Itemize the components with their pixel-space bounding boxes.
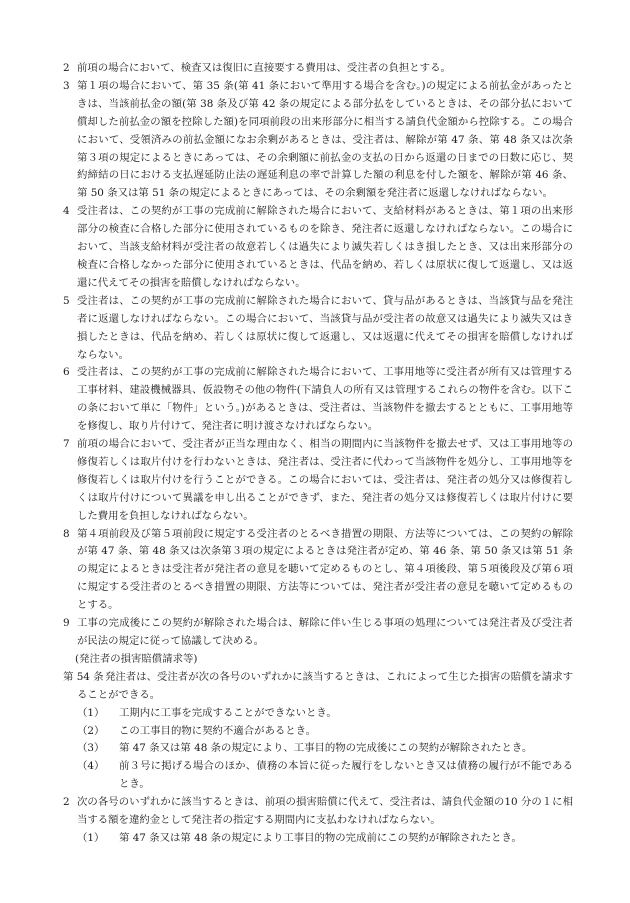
paragraph-text: 受注者は、この契約が工事の完成前に解除された場合において、工事用地等に受注者が所有又は管理する工事材料、建設機械器具、仮設物その他の物件(下請負人の所有又は管理するこれらの物件を含む。以下この条において単に「物件」という。)があるときは、受注者は、当該物件を撤去するとともに、工事用地等を修復し、取り片付けて、発注者に明け渡さなければならない。: [77, 366, 573, 433]
item-text: 第 47 条又は第 48 条の規定により工事目的物の完成前にこの契約が解除されたとき。: [119, 831, 522, 844]
paragraph-text: 工事の完成後にこの契約が解除された場合は、解除に伴い生じる事項の処理については発注者及び受注者が民法の規定に従って協議して決める。: [77, 617, 573, 647]
article-number: 第 54 条: [63, 670, 104, 683]
article-text: 発注者は、受注者が次の各号のいずれかに該当するときは、これによって生じた損害の賠償を請求することができる。: [77, 670, 573, 701]
article-53-paragraph-7: [63, 436, 573, 526]
paragraph-number: 4: [63, 205, 70, 218]
article-54-paragraph-2-item-1: [63, 830, 573, 848]
paragraph-number: 3: [63, 79, 70, 92]
article-53-paragraph-3: [63, 78, 573, 203]
article-54-item-1: [63, 705, 573, 723]
article-53-paragraph-9: [63, 615, 573, 651]
paragraph-text: 前項の場合において、検査又は復旧に直接要する費用は、受注者の負担とする。: [77, 62, 451, 74]
article-54-paragraph-2: [63, 794, 573, 830]
paragraph-text: 次の各号のいずれかに該当するときは、前項の損害賠償に代えて、受注者は、請負代金額の10 分の１に相当する額を違約金として発注者の指定する期間内に支払わなければならない。: [77, 796, 573, 827]
item-number: （4）: [77, 760, 105, 773]
article-53-paragraph-8: [63, 526, 573, 616]
article-54-item-3: [63, 740, 573, 758]
paragraph-number: 6: [63, 366, 70, 379]
paragraph-number: 2: [63, 62, 70, 74]
item-text: 工期内に工事を完成することができないとき。: [119, 706, 337, 719]
item-number: （1）: [77, 831, 105, 844]
item-text: 前３号に掲げる場合のほか、債務の本旨に従った履行をしないとき又は債務の履行が不能であるとき。: [119, 760, 573, 791]
paragraph-text: 受注者は、この契約が工事の完成前に解除された場合において、支給材料があるときは、第１項の出来形部分の検査に合格した部分に使用されているものを除き、発注者に返還しなければならない。この場合において、当該支給材料が受注者の故意若しくは過失により滅失若しくはき損したとき、又は出来形部分の検査に合格しなかった部分に使用されているときは、代品を納め、若しくは原状に復して返還し、又は返還に代えてその損害を賠償しなければならない。: [77, 205, 573, 289]
document-body: [63, 60, 573, 848]
item-text: 第 47 条又は第 48 条の規定により、工事目的物の完成後にこの契約が解除されたとき。: [119, 742, 533, 755]
article-53-paragraph-2: [63, 60, 573, 78]
paragraph-number: 7: [63, 438, 70, 451]
paragraph-text: 前項の場合において、受注者が正当な理由なく、相当の期間内に当該物件を撤去せず、又は工事用地等の修復若しくは取片付けを行わないときは、発注者は、受注者に代わって当該物件を処分し、工事用地等を修復若しくは取片付けを行うことができる。この場合においては、受注者は、発注者の処分又は修復若しくは取片付けについて異議を申し出ることができず、また、発注者の処分又は修復若しくは取片付けに要した費用を負担しなければならない。: [77, 438, 573, 522]
article-53-paragraph-4: [63, 203, 573, 293]
article-53-paragraph-5: [63, 293, 573, 365]
paragraph-number: 9: [63, 617, 70, 630]
article-54-heading: (発注者の損害賠償請求等): [75, 652, 198, 665]
item-text: この工事目的物に契約不適合があるとき。: [119, 724, 317, 737]
paragraph-text: 受注者は、この契約が工事の完成前に解除された場合において、貸与品があるときは、当該貸与品を発注者に返還しなければならない。この場合において、当該貸与品が受注者の故意又は過失により滅失又はき損したときは、代品を納め、若しくは原状に復して返還し、又は返還に代えてその損害を賠償しなければならない。: [77, 294, 573, 361]
paragraph-number: 2: [63, 796, 70, 809]
item-number: （2）: [77, 724, 105, 737]
article-54-paragraph-1: [63, 669, 573, 705]
article-54-item-4: [63, 758, 573, 794]
paragraph-number: 5: [63, 294, 70, 307]
paragraph-text: 第４項前段及び第５項前段に規定する受注者のとるべき措置の期限、方法等については、この契約の解除が第 47 条、第 48 条又は次条第３項の規定によるときは発注者が定め、第 46 条、第 50 条又は第 51 条の規定によるときは受注者が発注者の意見を聴いて定めるものとし、第４項後段、第５項後段及び第６項に規定する受注者のとるべき措置の期限、方法等については、発注者が受注者の意見を聴いて定めるものとする。: [77, 527, 573, 612]
item-number: （3）: [77, 742, 105, 755]
article-54-item-2: [63, 723, 573, 741]
item-number: （1）: [77, 706, 105, 719]
article-53-paragraph-6: [63, 364, 573, 436]
paragraph-number: 8: [63, 527, 70, 540]
paragraph-text: 第１項の場合において、第 35 条(第 41 条において準用する場合を含む。)の規定による前払金があったときは、当該前払金の額(第 38 条及び第 42 条の規定による部分払をしているときは、その部分払において償却した前払金の額を控除した額)を同項前段の出来形部分に相当する請負代金額から控除する。この場合において、受領済みの前払金額になお余剰があるときは、受注者は、解除が第 47 条、第 48 条又は次条第３項の規定によるときにあっては、その余剰額に前払金の支払の日から返還の日までの日数に応じ、契約締結の日における支払遅延防止法の遅延利息の率で計算した額の利息を付した額を、解除が第 46 条、第 50 条又は第 51 条の規定によるときにあっては、その余剰額を発注者に返還しなければならない。: [77, 79, 573, 200]
